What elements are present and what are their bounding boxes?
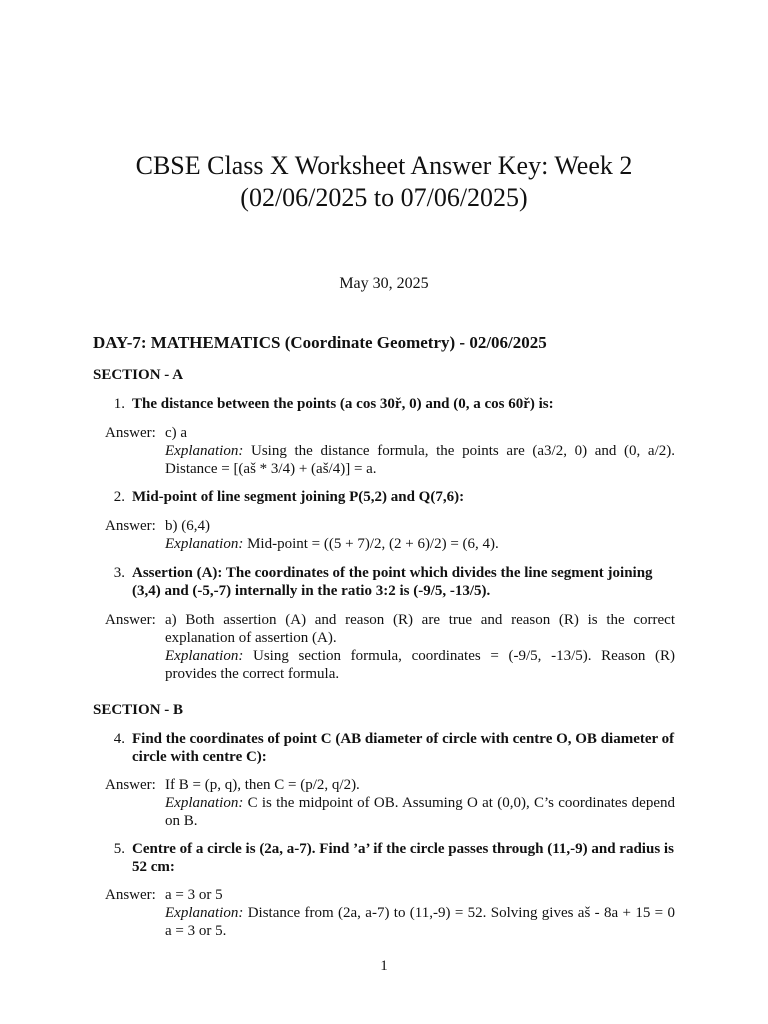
question-number: 3. bbox=[113, 565, 125, 581]
question-2 bbox=[105, 488, 675, 506]
document-date: May 30, 2025 bbox=[339, 275, 429, 292]
answer-label: Answer: bbox=[105, 887, 156, 903]
explanation-label: Explanation: bbox=[165, 648, 244, 664]
explanation bbox=[165, 904, 675, 940]
explanation-text: Distance from (2a, a-7) to (11,-9) = 52. Solving gives aš - 8a + 15 = 0 a = 3 or 5. bbox=[165, 905, 675, 939]
answer-3 bbox=[105, 611, 675, 683]
question-text: Find the coordinates of point C (AB diameter of circle with centre O, OB diameter of circle with centre C): bbox=[132, 731, 675, 765]
explanation-label: Explanation: bbox=[165, 795, 244, 811]
question-4 bbox=[105, 730, 675, 766]
answer-label: Answer: bbox=[105, 612, 156, 628]
question-number: 2. bbox=[113, 489, 125, 505]
answer-label: Answer: bbox=[105, 518, 156, 534]
explanation-text: C is the midpoint of OB. Assuming O at (0,0), C’s coordinates depend on B. bbox=[165, 795, 675, 829]
explanation bbox=[165, 535, 675, 553]
answer-5 bbox=[105, 886, 675, 940]
answer-4 bbox=[105, 776, 675, 830]
answer-1 bbox=[105, 424, 675, 478]
explanation bbox=[165, 442, 675, 478]
page-number: 1 bbox=[380, 958, 388, 974]
explanation bbox=[165, 794, 675, 830]
question-text: Mid-point of line segment joining P(5,2) and Q(7,6): bbox=[132, 489, 465, 505]
answer-text: b) (6,4) bbox=[165, 518, 210, 534]
answer-label: Answer: bbox=[105, 425, 156, 441]
title-line-2: (02/06/2025 to 07/06/2025) bbox=[240, 183, 528, 212]
title-line-1: CBSE Class X Worksheet Answer Key: Week 2 bbox=[135, 151, 633, 180]
question-text: Assertion (A): The coordinates of the point which divides the line segment joining (3,4) and (-5,-7) internally in the ratio 3:2 is (-9/5, -13/5). bbox=[132, 565, 653, 599]
question-number: 4. bbox=[113, 731, 125, 747]
explanation-label: Explanation: bbox=[165, 536, 244, 552]
question-number: 5. bbox=[113, 841, 125, 857]
question-5 bbox=[105, 840, 675, 876]
explanation bbox=[165, 647, 675, 683]
question-number: 1. bbox=[113, 396, 125, 412]
explanation-text: Using the distance formula, the points are (a3/2, 0) and (0, a/2). Distance = [(aš * 3/4) + (aš/4)] = a. bbox=[165, 443, 676, 477]
explanation-label: Explanation: bbox=[165, 443, 244, 459]
answer-2 bbox=[105, 517, 675, 553]
answer-text: a = 3 or 5 bbox=[165, 887, 223, 903]
answer-text: If B = (p, q), then C = (p/2, q/2). bbox=[165, 777, 360, 793]
answer-text: c) a bbox=[165, 425, 188, 441]
section-b-heading: SECTION - B bbox=[93, 702, 184, 718]
section-a-heading: SECTION - A bbox=[93, 367, 184, 383]
question-text: The distance between the points (a cos 30ř, 0) and (0, a cos 60ř) is: bbox=[132, 396, 554, 412]
question-3 bbox=[105, 564, 675, 600]
day-heading: DAY-7: MATHEMATICS (Coordinate Geometry) - 02/06/2025 bbox=[93, 333, 547, 352]
answer-text: a) Both assertion (A) and reason (R) are true and reason (R) is the correct explanation of assertion (A). bbox=[165, 612, 675, 646]
explanation-label: Explanation: bbox=[165, 905, 244, 921]
explanation-text: Using section formula, coordinates = (-9/5, -13/5). Reason (R) provides the correct formula. bbox=[165, 648, 675, 682]
question-text: Centre of a circle is (2a, a-7). Find ’a’ if the circle passes through (11,-9) and radius is 52 cm: bbox=[132, 841, 674, 875]
question-1 bbox=[105, 395, 675, 413]
answer-label: Answer: bbox=[105, 777, 156, 793]
explanation-text: Mid-point = ((5 + 7)/2, (2 + 6)/2) = (6, 4). bbox=[247, 536, 499, 552]
